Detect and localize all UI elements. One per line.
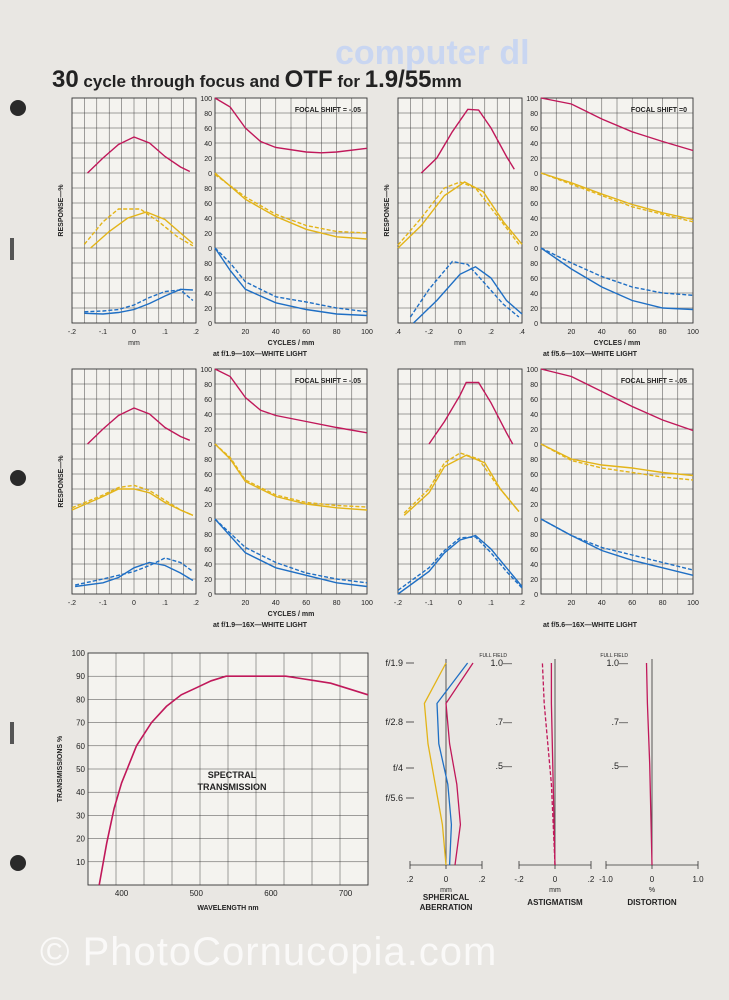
spherical-red-curve: [446, 663, 473, 865]
through-focus-x-tick-label: .2: [519, 600, 525, 607]
field-label: .5—: [611, 761, 628, 771]
through-focus-x-tick-label: 0: [132, 600, 136, 607]
otf-y-tick-label: 80: [530, 382, 538, 389]
astigmatism-x-label: mm: [549, 887, 561, 894]
otf-y-tick-label: 40: [204, 141, 212, 148]
panel-caption: at f/1.9—10X—WHITE LIGHT: [212, 351, 308, 358]
field-label: 1.0—: [490, 658, 512, 668]
spectral-x-tick-label: 400: [114, 889, 129, 898]
spectral-title: TRANSMISSION: [197, 782, 267, 792]
otf-x-tick-label: 60: [628, 600, 637, 607]
otf-x-tick-label: 60: [302, 600, 311, 607]
otf-y-tick-label: 80: [204, 382, 212, 389]
distortion-x-tick-label: 1.0: [692, 875, 704, 884]
focal-shift-label: FOCAL SHIFT = -.05: [294, 378, 361, 385]
otf-y-tick-label: 0: [534, 442, 538, 449]
otf-x-label: CYCLES / mm: [267, 611, 315, 618]
field-label: 1.0—: [606, 658, 628, 668]
otf-y-tick-label: 0: [534, 246, 538, 253]
spectral-y-tick-label: 10: [76, 857, 85, 867]
otf-y-tick-label: 60: [530, 276, 538, 283]
otf-y-tick-label: 0: [208, 517, 212, 524]
otf-y-tick-label: 60: [530, 201, 538, 208]
astigmatism-title: ASTIGMATISM: [527, 898, 583, 907]
spectral-y-tick-label: 70: [76, 718, 85, 728]
through-focus-x-tick-label: 0: [458, 600, 462, 607]
otf-x-tick-label: 80: [332, 600, 341, 607]
field-label: FULL FIELD: [600, 653, 628, 659]
spherical-x-label: mm: [440, 887, 452, 894]
otf-y-tick-label: 20: [530, 306, 538, 313]
spectral-y-tick-label: 60: [76, 741, 85, 751]
through-focus-x-tick-label: -.1: [98, 329, 108, 336]
title-unit: mm: [431, 72, 462, 91]
otf-x-tick-label: 40: [597, 329, 606, 336]
aperture-label: f/1.9: [385, 658, 403, 668]
distortion-solid-curve: [647, 663, 653, 865]
otf-x-label: CYCLES / mm: [267, 340, 315, 347]
aperture-label: f/4: [392, 763, 403, 773]
spectral-y-tick-label: 80: [76, 695, 85, 705]
distortion-x-tick-label: -1.0: [599, 875, 613, 884]
through-focus-x-tick-label: -.1: [424, 600, 434, 607]
otf-y-tick-label: 80: [204, 457, 212, 464]
otf-y-tick-label: 0: [208, 246, 212, 253]
distortion-x-tick-label: 0: [649, 875, 655, 884]
otf-y-tick-label: 40: [204, 562, 212, 569]
panel-caption: at f/5.6—10X—WHITE LIGHT: [542, 351, 638, 358]
through-focus-x-tick-label: -.2: [424, 329, 434, 336]
response-axis-label: RESPONSE—%: [58, 455, 65, 508]
field-label: FULL FIELD: [479, 653, 507, 659]
otf-y-tick-label: 60: [204, 472, 212, 479]
otf-y-tick-label: 20: [204, 502, 212, 509]
otf-x-tick-label: 40: [271, 600, 280, 607]
focal-shift-label: FOCAL SHIFT =0: [630, 107, 687, 114]
otf-y-tick-label: 20: [204, 577, 212, 584]
otf-x-tick-label: 20: [567, 329, 576, 336]
through-focus-x-tick-label: .2: [193, 600, 199, 607]
field-label: .7—: [611, 717, 628, 727]
spectral-y-tick-label: 30: [76, 811, 85, 821]
otf-y-tick-label: 0: [208, 171, 212, 178]
field-label: .5—: [495, 761, 512, 771]
spectral-title: SPECTRAL: [207, 770, 257, 780]
spectral-y-tick-label: 20: [76, 834, 85, 844]
otf-y-tick-label: 40: [204, 291, 212, 298]
through-focus-x-tick-label: 0: [458, 329, 462, 336]
otf-y-tick-label: 60: [204, 201, 212, 208]
otf-y-tick-label: 100: [200, 96, 212, 103]
otf-x-tick-label: 40: [597, 600, 606, 607]
otf-y-tick-label: 40: [530, 141, 538, 148]
aperture-label: f/2.8: [385, 717, 403, 727]
response-axis-label: RESPONSE—%: [58, 184, 65, 237]
title-text: cycle through focus and: [78, 72, 285, 91]
otf-x-tick-label: 20: [567, 600, 576, 607]
otf-x-tick-label: 100: [361, 329, 373, 336]
through-focus-x-tick-label: -.2: [67, 600, 77, 607]
otf-y-tick-label: 60: [204, 126, 212, 133]
otf-y-tick-label: 0: [534, 592, 538, 599]
otf-x-tick-label: 40: [271, 329, 280, 336]
otf-x-tick-label: 80: [332, 329, 341, 336]
otf-y-tick-label: 20: [530, 577, 538, 584]
through-focus-x-tick-label: .1: [162, 329, 168, 336]
otf-x-tick-label: 100: [361, 600, 373, 607]
otf-y-tick-label: 40: [204, 487, 212, 494]
spectral-y-tick-label: 40: [76, 788, 85, 798]
otf-y-tick-label: 60: [530, 126, 538, 133]
otf-y-tick-label: 40: [530, 412, 538, 419]
through-focus-x-label: mm: [454, 340, 466, 347]
otf-x-label: CYCLES / mm: [593, 340, 641, 347]
otf-y-tick-label: 20: [204, 306, 212, 313]
otf-y-tick-label: 20: [204, 231, 212, 238]
otf-y-tick-label: 60: [204, 276, 212, 283]
otf-y-tick-label: 100: [526, 367, 538, 374]
spectral-x-label: WAVELENGTH nm: [197, 905, 259, 912]
distortion-x-label: %: [648, 887, 656, 894]
otf-x-tick-label: 80: [658, 600, 667, 607]
spectral-y-tick-label: 90: [76, 672, 85, 682]
otf-y-tick-label: 0: [208, 442, 212, 449]
otf-y-tick-label: 80: [204, 111, 212, 118]
otf-x-tick-label: 60: [302, 329, 311, 336]
title-otf: OTF: [284, 66, 333, 93]
through-focus-x-tick-label: -.2: [67, 329, 77, 336]
otf-y-tick-label: 100: [200, 367, 212, 374]
through-focus-x-tick-label: -.2: [393, 600, 403, 607]
spectral-x-tick-label: 600: [264, 889, 278, 898]
otf-y-tick-label: 40: [530, 562, 538, 569]
otf-x-tick-label: 100: [687, 600, 699, 607]
spherical-title: ABERRATION: [419, 903, 473, 912]
astigmatism-x-tick-label: .2: [587, 875, 595, 884]
otf-y-tick-label: 20: [204, 427, 212, 434]
aperture-label: f/5.6: [385, 793, 403, 803]
through-focus-x-label: mm: [128, 340, 140, 347]
spherical-x-tick-label: 0: [443, 875, 449, 884]
title-for: for: [332, 72, 365, 91]
otf-y-tick-label: 40: [204, 412, 212, 419]
otf-x-tick-label: 80: [658, 329, 667, 336]
field-label: .7—: [495, 717, 512, 727]
otf-y-tick-label: 20: [530, 427, 538, 434]
otf-y-tick-label: 60: [530, 472, 538, 479]
otf-y-tick-label: 100: [526, 96, 538, 103]
spectral-y-label: TRANSMISSIONS %: [57, 735, 64, 803]
spectral-x-tick-label: 700: [338, 889, 353, 898]
through-focus-x-tick-label: .4: [519, 329, 525, 336]
focal-shift-label: FOCAL SHIFT = -.05: [294, 107, 361, 114]
otf-y-tick-label: 0: [534, 321, 538, 328]
through-focus-x-tick-label: -.1: [98, 600, 108, 607]
otf-y-tick-label: 80: [530, 532, 538, 539]
spectral-y-tick-label: 100: [71, 649, 85, 658]
otf-y-tick-label: 80: [530, 186, 538, 193]
show-through-header: computer dl: [335, 34, 530, 72]
otf-x-tick-label: 20: [241, 329, 250, 336]
otf-y-tick-label: 20: [530, 156, 538, 163]
spherical-x-tick-label: .2: [478, 875, 486, 884]
astigmatism-x-tick-label: 0: [552, 875, 558, 884]
response-axis-label: RESPONSE—%: [384, 184, 391, 237]
otf-y-tick-label: 0: [208, 592, 212, 599]
otf-y-tick-label: 0: [534, 171, 538, 178]
otf-y-tick-label: 80: [530, 111, 538, 118]
distortion-title: DISTORTION: [627, 898, 677, 907]
otf-x-tick-label: 100: [687, 329, 699, 336]
otf-y-tick-label: 20: [204, 156, 212, 163]
otf-y-tick-label: 20: [530, 231, 538, 238]
otf-y-tick-label: 0: [208, 321, 212, 328]
otf-y-tick-label: 40: [530, 216, 538, 223]
through-focus-x-tick-label: .2: [193, 329, 199, 336]
otf-y-tick-label: 80: [530, 261, 538, 268]
otf-x-tick-label: 60: [628, 329, 637, 336]
spectral-x-tick-label: 500: [189, 889, 203, 898]
otf-y-tick-label: 80: [530, 457, 538, 464]
spherical-x-tick-label: .2: [406, 875, 414, 884]
otf-y-tick-label: 60: [530, 547, 538, 554]
otf-y-tick-label: 80: [204, 261, 212, 268]
through-focus-x-tick-label: .2: [488, 329, 494, 336]
title-cycles: 30: [52, 66, 79, 93]
astigmatism-x-tick-label: -.2: [514, 875, 524, 884]
otf-y-tick-label: 20: [530, 502, 538, 509]
otf-y-tick-label: 60: [204, 397, 212, 404]
spectral-y-tick-label: 50: [76, 765, 85, 774]
focal-shift-label: FOCAL SHIFT = -.05: [620, 378, 687, 385]
otf-y-tick-label: 40: [530, 291, 538, 298]
otf-y-tick-label: 40: [530, 487, 538, 494]
otf-y-tick-label: 0: [534, 517, 538, 524]
otf-x-tick-label: 20: [241, 600, 250, 607]
through-focus-x-tick-label: .1: [488, 600, 494, 607]
otf-y-tick-label: 80: [204, 532, 212, 539]
panel-caption: at f/1.9—16X—WHITE LIGHT: [212, 622, 308, 629]
otf-y-tick-label: 60: [530, 397, 538, 404]
otf-y-tick-label: 40: [204, 216, 212, 223]
watermark: © PhotoCornucopia.com: [40, 930, 498, 974]
panel-caption: at f/5.6—16X—WHITE LIGHT: [542, 622, 638, 629]
through-focus-x-tick-label: .4: [395, 329, 401, 336]
otf-y-tick-label: 80: [204, 186, 212, 193]
through-focus-x-tick-label: .1: [162, 600, 168, 607]
otf-y-tick-label: 60: [204, 547, 212, 554]
spherical-title: SPHERICAL: [422, 893, 470, 902]
title-lens: 1.9/55: [364, 66, 432, 93]
through-focus-x-tick-label: 0: [132, 329, 136, 336]
